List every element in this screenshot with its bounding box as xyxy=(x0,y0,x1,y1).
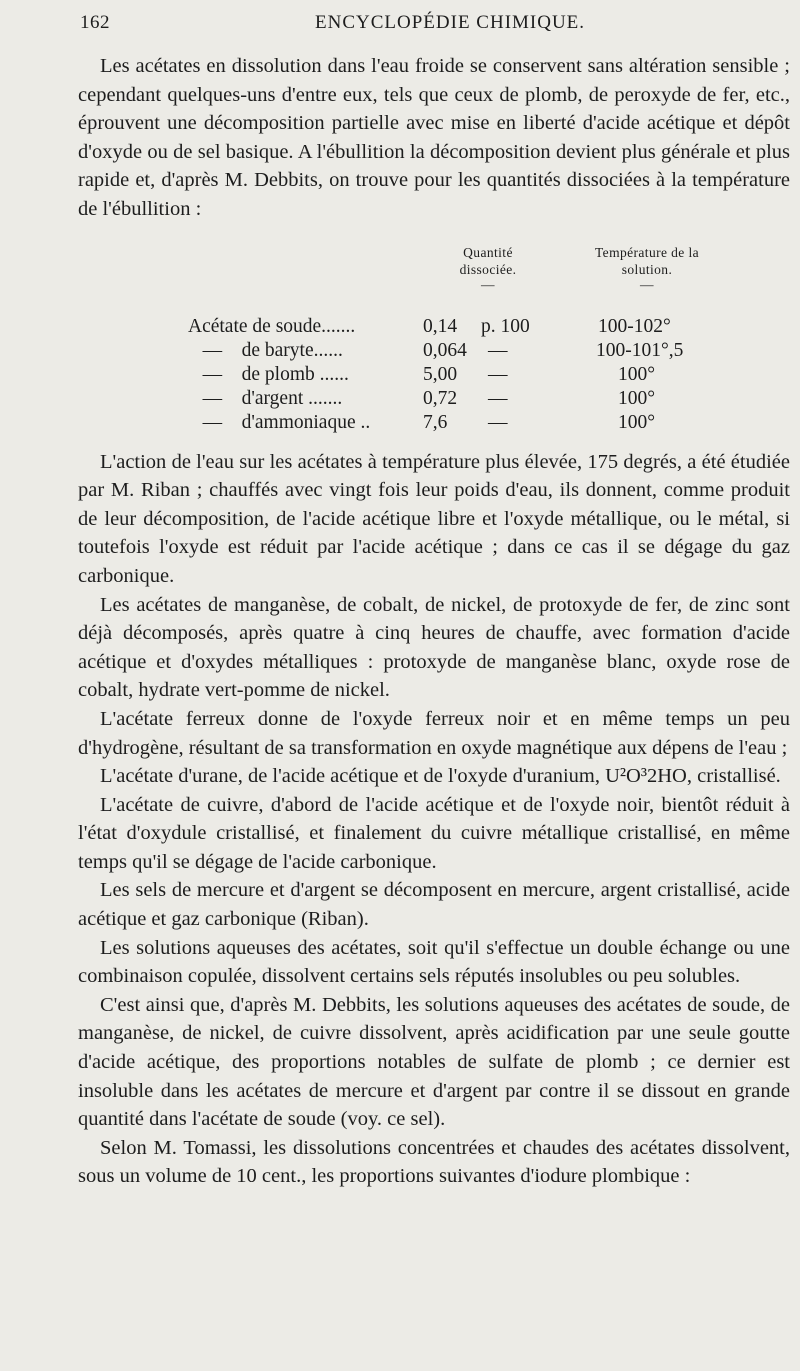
paragraph: L'action de l'eau sur les acétates à température plus élevée, 175 degrés, a été étudiée par M. Riban ; chauffés avec vingt fois leur poids d'eau, ils donnent, comme produit de leur décomposition, de l'acide acétique libre et l'oxyde métallique, ou le métal, si toutefois l'oxyde est réduit par l'acide acétique ; dans ce cas il se dégage du gaz carbonique. xyxy=(78,450,790,587)
row-temperature: 100° xyxy=(618,387,656,409)
row-salt: — de baryte...... xyxy=(188,339,343,361)
intro-paragraph: Les acétates en dissolution dans l'eau froide se conservent sans altération sensible ; cependant quelques-uns d'entre eux, tels que ceux de plomb, de peroxyde de fer, etc., éprouvent une décomposition partielle avec mise en liberté d'acide acétique et dépôt d'oxyde ou de sel basique. A l'ébullition la décomposition devient plus générale et plus rapide et, d'après M. Debbits, on trouve pour les quantités dissociées à la température de l'ébullition : xyxy=(78,55,790,220)
paragraph: Les acétates de manganèse, de cobalt, de nickel, de protoxyde de fer, de zinc sont déjà décomposés, après quatre à cinq heures de chauffe, avec formation d'acide acétique et d'oxydes métalliques : protoxyde de manganèse blanc, oxyde rose de cobalt, hydrate vert-pomme de nickel. xyxy=(78,593,790,702)
paragraph: Les solutions aqueuses des acétates, soit qu'il s'effectue un double échange ou une combinaison copulée, dissolvent certains sels réputés insolubles ou peu solubles. xyxy=(78,936,790,988)
column-header-quantity-label: Quantité dissociée. xyxy=(459,244,517,277)
page-number: 162 xyxy=(80,12,110,33)
running-head: ENCYCLOPÉDIE CHIMIQUE. xyxy=(315,12,586,33)
column-header-temperature xyxy=(588,244,706,292)
row-temperature: 100° xyxy=(618,363,656,385)
table-row xyxy=(78,340,790,364)
row-temperature: 100-101°,5 xyxy=(596,339,684,361)
page-header xyxy=(80,12,780,42)
row-salt: — d'argent ....... xyxy=(188,387,343,409)
row-quantity: 0,72 xyxy=(423,387,458,409)
row-salt: — d'ammoniaque .. xyxy=(188,411,371,433)
table-row xyxy=(78,364,790,388)
table-row xyxy=(78,388,790,412)
paragraph: C'est ainsi que, d'après M. Debbits, les solutions aqueuses des acétates de soude, de manganèse, de nickel, de cuivre dissolvent, après acidification par une seule goutte d'acide acétique, des proportions notables de sulfate de plomb ; ce dernier est insoluble dans les acétates de mercure et d'argent par contre il se dissout en grande quantité dans l'acétate de soude (voy. ce sel). xyxy=(78,993,790,1131)
paragraph: Les sels de mercure et d'argent se décomposent en mercure, argent cristallisé, acide acétique et gaz carbonique (Riban). xyxy=(78,879,790,931)
row-salt: — de plomb ...... xyxy=(188,363,349,385)
paragraph: L'acétate ferreux donne de l'oxyde ferreux noir et en même temps un peu d'hydrogène, résultant de sa transformation en oxyde magnétique aux dépens de l'eau ; xyxy=(78,707,790,759)
row-unit: — xyxy=(488,339,508,361)
column-header-dash: — xyxy=(481,276,495,292)
row-quantity: 7,6 xyxy=(423,411,448,433)
table-row xyxy=(78,316,790,340)
paragraph: Selon M. Tomassi, les dissolutions concentrées et chaudes des acétates dissolvent, sous un volume de 10 cent., les proportions suivantes d'iodure plombique : xyxy=(78,1136,790,1188)
column-header-dash: — xyxy=(640,276,654,292)
row-unit: — xyxy=(488,411,508,433)
row-quantity: 5,00 xyxy=(423,363,458,385)
row-temperature: 100-102° xyxy=(598,315,671,337)
column-header-quantity xyxy=(438,244,538,292)
row-unit: — xyxy=(488,387,508,409)
page-body xyxy=(78,52,790,1191)
column-header-temperature-label: Température de la solution. xyxy=(594,244,700,277)
row-unit: — xyxy=(488,363,508,385)
row-salt: Acétate de soude....... xyxy=(188,315,356,337)
row-quantity: 0,14 xyxy=(423,315,458,337)
paragraph: L'acétate de cuivre, d'abord de l'acide acétique et de l'oxyde noir, bientôt réduit à l'état d'oxydule cristallisé, et finalement du cuivre métallique cristallisé, en même temps qu'il se dégage de l'acide carbonique. xyxy=(78,793,790,873)
body-text xyxy=(78,448,790,1191)
row-temperature: 100° xyxy=(618,411,656,433)
dissociation-table xyxy=(78,234,790,444)
row-unit: p. 100 xyxy=(481,315,530,337)
table-row xyxy=(78,412,790,436)
paragraph: L'acétate d'urane, de l'acide acétique et de l'oxyde d'uranium, U²O³2HO, cristallisé. xyxy=(100,765,781,788)
row-quantity: 0,064 xyxy=(423,339,467,361)
